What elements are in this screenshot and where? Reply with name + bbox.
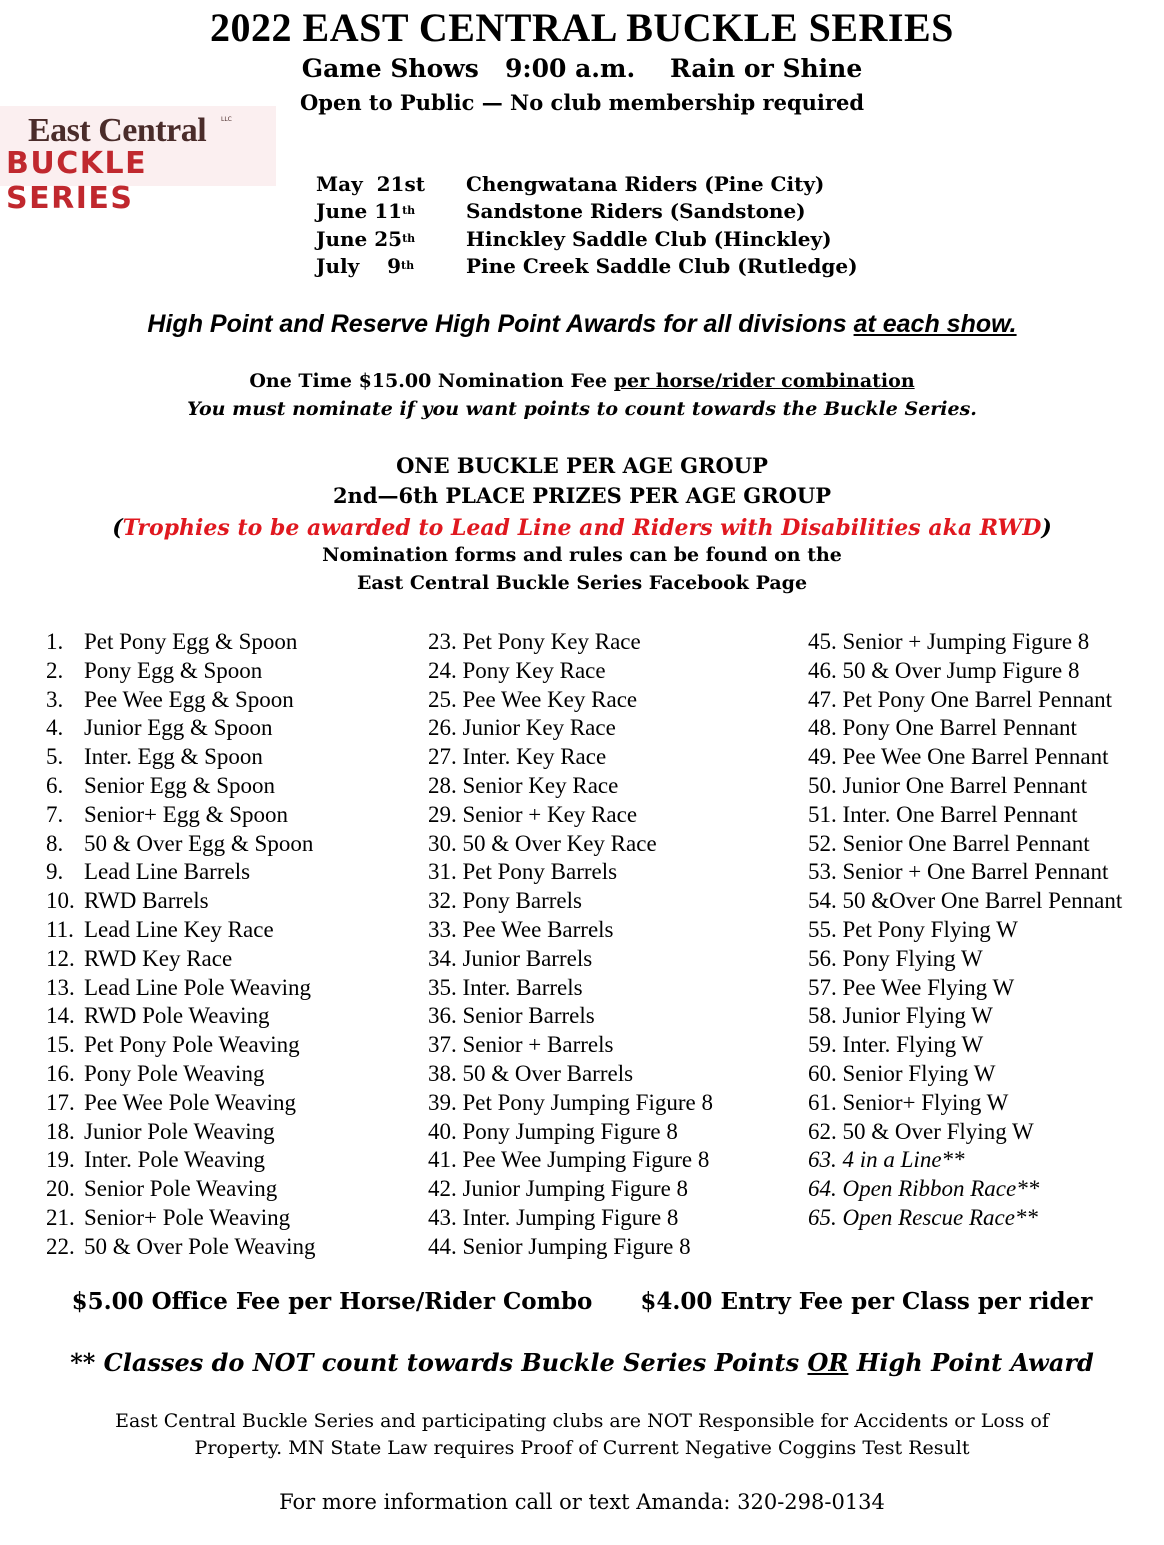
class-number: 21. xyxy=(46,1204,75,1230)
class-name: Inter. Flying W xyxy=(842,1032,984,1058)
class-name: Pet Pony Flying W xyxy=(842,916,1018,942)
class-item xyxy=(808,1002,1164,1031)
class-item xyxy=(46,830,426,859)
class-name: Open Ribbon Race** xyxy=(842,1176,1040,1202)
class-item xyxy=(808,686,1164,715)
class-number: 44. xyxy=(428,1233,457,1259)
class-item xyxy=(46,686,426,715)
class-number: 18. xyxy=(46,1118,75,1144)
class-number: 26. xyxy=(428,715,457,741)
class-item xyxy=(428,887,808,916)
class-item xyxy=(46,858,426,887)
class-number: 14. xyxy=(46,1003,75,1029)
schedule-club: Sandstone Riders (Sandstone) xyxy=(466,199,806,223)
class-name: Pee Wee Pole Weaving xyxy=(84,1089,296,1115)
points-note: ** Classes do NOT count towards Buckle Series Points OR High Point Award xyxy=(70,1348,1094,1377)
class-item xyxy=(428,801,808,830)
class-number: 61. xyxy=(808,1089,837,1115)
class-number: 1. xyxy=(46,629,64,654)
class-number: 60. xyxy=(808,1060,837,1086)
class-name: Senior+ Flying W xyxy=(842,1089,1009,1115)
class-item xyxy=(46,1175,426,1204)
schedule-club: Chengwatana Riders (Pine City) xyxy=(466,172,825,196)
class-name: 50 & Over Pole Weaving xyxy=(84,1233,316,1259)
class-number: 43. xyxy=(428,1204,457,1230)
buckle-line: ONE BUCKLE PER AGE GROUP xyxy=(396,453,768,478)
class-name: 50 & Over Barrels xyxy=(462,1060,634,1086)
logo-line1: East Central xyxy=(28,112,207,149)
class-item xyxy=(428,628,808,657)
class-number: 47. xyxy=(808,686,837,712)
class-item xyxy=(808,628,1164,657)
class-item xyxy=(808,830,1164,859)
class-name: Junior Egg & Spoon xyxy=(84,715,273,741)
class-number: 3. xyxy=(46,686,64,712)
class-number: 25. xyxy=(428,686,457,712)
class-number: 65. xyxy=(808,1204,837,1230)
schedule-club: Hinckley Saddle Club (Hinckley) xyxy=(466,227,832,251)
class-number: 22. xyxy=(46,1233,75,1259)
class-name: 4 in a Line** xyxy=(842,1147,965,1173)
class-name: 50 & Over Flying W xyxy=(842,1118,1034,1144)
class-item xyxy=(428,714,808,743)
class-name: Pet Pony One Barrel Pennant xyxy=(842,686,1113,712)
logo xyxy=(0,106,276,216)
class-name: 50 &Over One Barrel Pennant xyxy=(842,888,1123,914)
class-number: 8. xyxy=(46,830,64,856)
class-number: 45. xyxy=(808,629,837,654)
class-number: 37. xyxy=(428,1032,457,1058)
class-name: RWD Barrels xyxy=(84,888,209,914)
class-number: 35. xyxy=(428,974,457,1000)
class-name: Inter. Jumping Figure 8 xyxy=(462,1204,679,1230)
class-name: Junior One Barrel Pennant xyxy=(842,772,1088,798)
class-name: Pony Key Race xyxy=(462,657,606,683)
class-item xyxy=(808,772,1164,801)
class-name: Inter. Barrels xyxy=(462,974,583,1000)
class-item xyxy=(46,628,426,657)
class-number: 58. xyxy=(808,1003,837,1029)
class-name: Pony Egg & Spoon xyxy=(84,657,263,683)
class-item xyxy=(808,1204,1164,1233)
class-name: Pee Wee One Barrel Pennant xyxy=(842,744,1109,770)
class-number: 30. xyxy=(428,830,457,856)
class-item xyxy=(46,916,426,945)
class-name: Senior Key Race xyxy=(462,772,619,798)
class-item xyxy=(46,801,426,830)
schedule-date: June 11th xyxy=(316,199,416,223)
class-item xyxy=(46,657,426,686)
class-name: Pony Flying W xyxy=(842,945,983,971)
class-number: 42. xyxy=(428,1176,457,1202)
class-number: 11. xyxy=(46,916,74,942)
class-item xyxy=(46,1089,426,1118)
class-item xyxy=(428,1002,808,1031)
class-item xyxy=(46,1204,426,1233)
class-item xyxy=(46,1146,426,1175)
class-name: Junior Key Race xyxy=(462,715,616,741)
class-number: 10. xyxy=(46,888,75,914)
class-name: Senior + Key Race xyxy=(462,801,638,827)
class-name: Pony One Barrel Pennant xyxy=(842,715,1077,741)
class-item xyxy=(428,657,808,686)
page-title: 2022 EAST CENTRAL BUCKLE SERIES xyxy=(210,5,954,50)
class-name: Senior + Barrels xyxy=(462,1032,614,1058)
class-name: Pet Pony Egg & Spoon xyxy=(84,629,298,654)
class-name: Inter. Key Race xyxy=(462,744,607,770)
class-number: 31. xyxy=(428,859,457,885)
class-item xyxy=(428,830,808,859)
class-item xyxy=(428,1233,808,1262)
subtitle: Game Shows 9:00 a.m. Rain or Shine xyxy=(301,54,863,83)
class-item xyxy=(46,772,426,801)
class-item xyxy=(808,916,1164,945)
class-name: Senior Pole Weaving xyxy=(84,1176,278,1202)
class-name: Pee Wee Flying W xyxy=(842,974,1015,1000)
class-number: 13. xyxy=(46,974,75,1000)
class-name: Senior Egg & Spoon xyxy=(84,772,276,798)
class-list-col3 xyxy=(808,628,1164,1233)
class-number: 23. xyxy=(428,629,457,654)
logo-llc: LLC xyxy=(221,116,232,123)
class-number: 28. xyxy=(428,772,457,798)
class-name: 50 & Over Key Race xyxy=(462,830,657,856)
class-name: Senior+ Pole Weaving xyxy=(84,1204,291,1230)
class-item xyxy=(46,714,426,743)
class-name: Senior Barrels xyxy=(462,1003,595,1029)
class-name: Open Rescue Race** xyxy=(842,1204,1038,1230)
class-item xyxy=(808,1146,1164,1175)
class-name: Junior Pole Weaving xyxy=(84,1118,275,1144)
class-number: 6. xyxy=(46,772,64,798)
class-number: 4. xyxy=(46,715,64,741)
class-number: 46. xyxy=(808,657,837,683)
class-number: 7. xyxy=(46,801,64,827)
class-name: RWD Key Race xyxy=(84,945,233,971)
class-number: 24. xyxy=(428,657,457,683)
schedule-date: June 25th xyxy=(316,227,416,251)
class-number: 54. xyxy=(808,888,837,914)
class-name: Pee Wee Key Race xyxy=(462,686,638,712)
awards-headline: High Point and Reserve High Point Awards for all divisions at each show. xyxy=(147,310,1017,338)
class-name: Pet Pony Barrels xyxy=(462,859,618,885)
class-number: 50. xyxy=(808,772,837,798)
subtitle-public: Open to Public — No club membership required xyxy=(299,90,865,115)
class-item xyxy=(46,1118,426,1147)
class-name: Pony Jumping Figure 8 xyxy=(462,1118,678,1144)
class-number: 64. xyxy=(808,1176,837,1202)
trophies-note: (Trophies to be awarded to Lead Line and Riders with Disabilities aka RWD) xyxy=(112,515,1052,541)
class-name: Pee Wee Barrels xyxy=(462,916,614,942)
class-item xyxy=(428,1175,808,1204)
class-number: 34. xyxy=(428,945,457,971)
class-number: 29. xyxy=(428,801,457,827)
class-name: Inter. Egg & Spoon xyxy=(84,744,263,770)
class-item xyxy=(428,1031,808,1060)
class-number: 53. xyxy=(808,859,837,885)
class-list-col2 xyxy=(428,628,808,1262)
class-item xyxy=(428,1146,808,1175)
class-number: 48. xyxy=(808,715,837,741)
class-item xyxy=(808,714,1164,743)
class-name: Inter. Pole Weaving xyxy=(84,1147,266,1173)
schedule-club: Pine Creek Saddle Club (Rutledge) xyxy=(466,254,858,278)
class-number: 62. xyxy=(808,1118,837,1144)
class-item xyxy=(428,743,808,772)
class-number: 32. xyxy=(428,888,457,914)
class-number: 9. xyxy=(46,859,64,885)
class-number: 57. xyxy=(808,974,837,1000)
class-item xyxy=(428,1118,808,1147)
class-name: Senior + Jumping Figure 8 xyxy=(842,629,1090,654)
forms-line1: Nomination forms and rules can be found on the xyxy=(322,544,842,566)
class-item xyxy=(808,657,1164,686)
class-item xyxy=(428,916,808,945)
class-item xyxy=(808,1031,1164,1060)
class-name: Pee Wee Egg & Spoon xyxy=(84,686,294,712)
class-number: 12. xyxy=(46,945,75,971)
disclaimer-line1: East Central Buckle Series and participating clubs are NOT Responsible for Accidents or Loss of xyxy=(115,1410,1049,1432)
class-number: 41. xyxy=(428,1147,457,1173)
class-number: 2. xyxy=(46,657,64,683)
class-item xyxy=(808,1118,1164,1147)
class-name: Lead Line Pole Weaving xyxy=(84,974,312,1000)
class-item xyxy=(808,858,1164,887)
class-name: Senior + One Barrel Pennant xyxy=(842,859,1109,885)
class-name: Inter. One Barrel Pennant xyxy=(842,801,1078,827)
class-name: Pony Barrels xyxy=(462,888,582,914)
class-number: 33. xyxy=(428,916,457,942)
class-item xyxy=(428,945,808,974)
class-number: 16. xyxy=(46,1060,75,1086)
class-name: Pony Pole Weaving xyxy=(84,1060,265,1086)
class-item xyxy=(428,858,808,887)
class-number: 17. xyxy=(46,1089,75,1115)
class-number: 38. xyxy=(428,1060,457,1086)
class-name: Junior Flying W xyxy=(842,1003,993,1029)
class-item xyxy=(428,1089,808,1118)
class-name: 50 & Over Egg & Spoon xyxy=(84,830,314,856)
class-name: Senior Flying W xyxy=(842,1060,996,1086)
fees: $5.00 Office Fee per Horse/Rider Combo $4.00 Entry Fee per Class per rider xyxy=(71,1288,1093,1315)
class-number: 39. xyxy=(428,1089,457,1115)
class-item xyxy=(808,1060,1164,1089)
class-item xyxy=(808,974,1164,1003)
class-item xyxy=(46,743,426,772)
class-name: RWD Pole Weaving xyxy=(84,1003,270,1029)
class-name: Pet Pony Pole Weaving xyxy=(84,1032,300,1058)
class-item xyxy=(428,686,808,715)
class-number: 19. xyxy=(46,1147,75,1173)
class-item xyxy=(46,1060,426,1089)
class-number: 63. xyxy=(808,1147,837,1173)
class-item xyxy=(808,1175,1164,1204)
schedule-date: July 9th xyxy=(316,254,415,278)
class-item xyxy=(808,945,1164,974)
nomination-fee: One Time $15.00 Nomination Fee per horse/rider combination xyxy=(249,370,915,392)
class-name: Pet Pony Key Race xyxy=(462,629,641,654)
class-item xyxy=(808,1089,1164,1118)
class-number: 36. xyxy=(428,1003,457,1029)
class-number: 15. xyxy=(46,1032,75,1058)
class-item xyxy=(46,1002,426,1031)
class-item xyxy=(46,974,426,1003)
class-name: Pet Pony Jumping Figure 8 xyxy=(462,1089,713,1115)
class-number: 56. xyxy=(808,945,837,971)
class-item xyxy=(428,772,808,801)
class-number: 5. xyxy=(46,744,64,770)
class-item xyxy=(428,1204,808,1233)
class-name: Senior+ Egg & Spoon xyxy=(84,801,289,827)
prizes-line: 2nd—6th PLACE PRIZES PER AGE GROUP xyxy=(332,483,832,508)
schedule-date: May 21st xyxy=(316,172,425,196)
class-number: 20. xyxy=(46,1176,75,1202)
class-number: 51. xyxy=(808,801,837,827)
class-item xyxy=(46,1031,426,1060)
class-name: Pee Wee Jumping Figure 8 xyxy=(462,1147,710,1173)
class-name: Lead Line Barrels xyxy=(84,859,251,885)
class-number: 49. xyxy=(808,744,837,770)
class-number: 40. xyxy=(428,1118,457,1144)
class-name: Senior Jumping Figure 8 xyxy=(462,1233,691,1259)
class-name: 50 & Over Jump Figure 8 xyxy=(842,657,1080,683)
class-number: 55. xyxy=(808,916,837,942)
nomination-note: You must nominate if you want points to count towards the Buckle Series. xyxy=(187,398,977,420)
class-list-col1 xyxy=(46,628,426,1262)
class-item xyxy=(428,974,808,1003)
class-item xyxy=(808,801,1164,830)
class-number: 52. xyxy=(808,830,837,856)
class-name: Lead Line Key Race xyxy=(84,916,274,942)
class-item xyxy=(428,1060,808,1089)
class-item xyxy=(808,743,1164,772)
class-item xyxy=(808,887,1164,916)
class-name: Junior Barrels xyxy=(462,945,593,971)
class-item xyxy=(46,945,426,974)
class-item xyxy=(46,887,426,916)
disclaimer-line2: Property. MN State Law requires Proof of Current Negative Coggins Test Result xyxy=(194,1437,970,1459)
contact-info: For more information call or text Amanda: 320-298-0134 xyxy=(279,1490,885,1514)
logo-line2: BUCKLE SERIES xyxy=(6,146,148,216)
class-name: Senior One Barrel Pennant xyxy=(842,830,1090,856)
class-number: 59. xyxy=(808,1032,837,1058)
class-number: 27. xyxy=(428,744,457,770)
class-name: Junior Jumping Figure 8 xyxy=(462,1176,689,1202)
class-item xyxy=(46,1233,426,1262)
forms-line2: East Central Buckle Series Facebook Page xyxy=(356,572,808,594)
